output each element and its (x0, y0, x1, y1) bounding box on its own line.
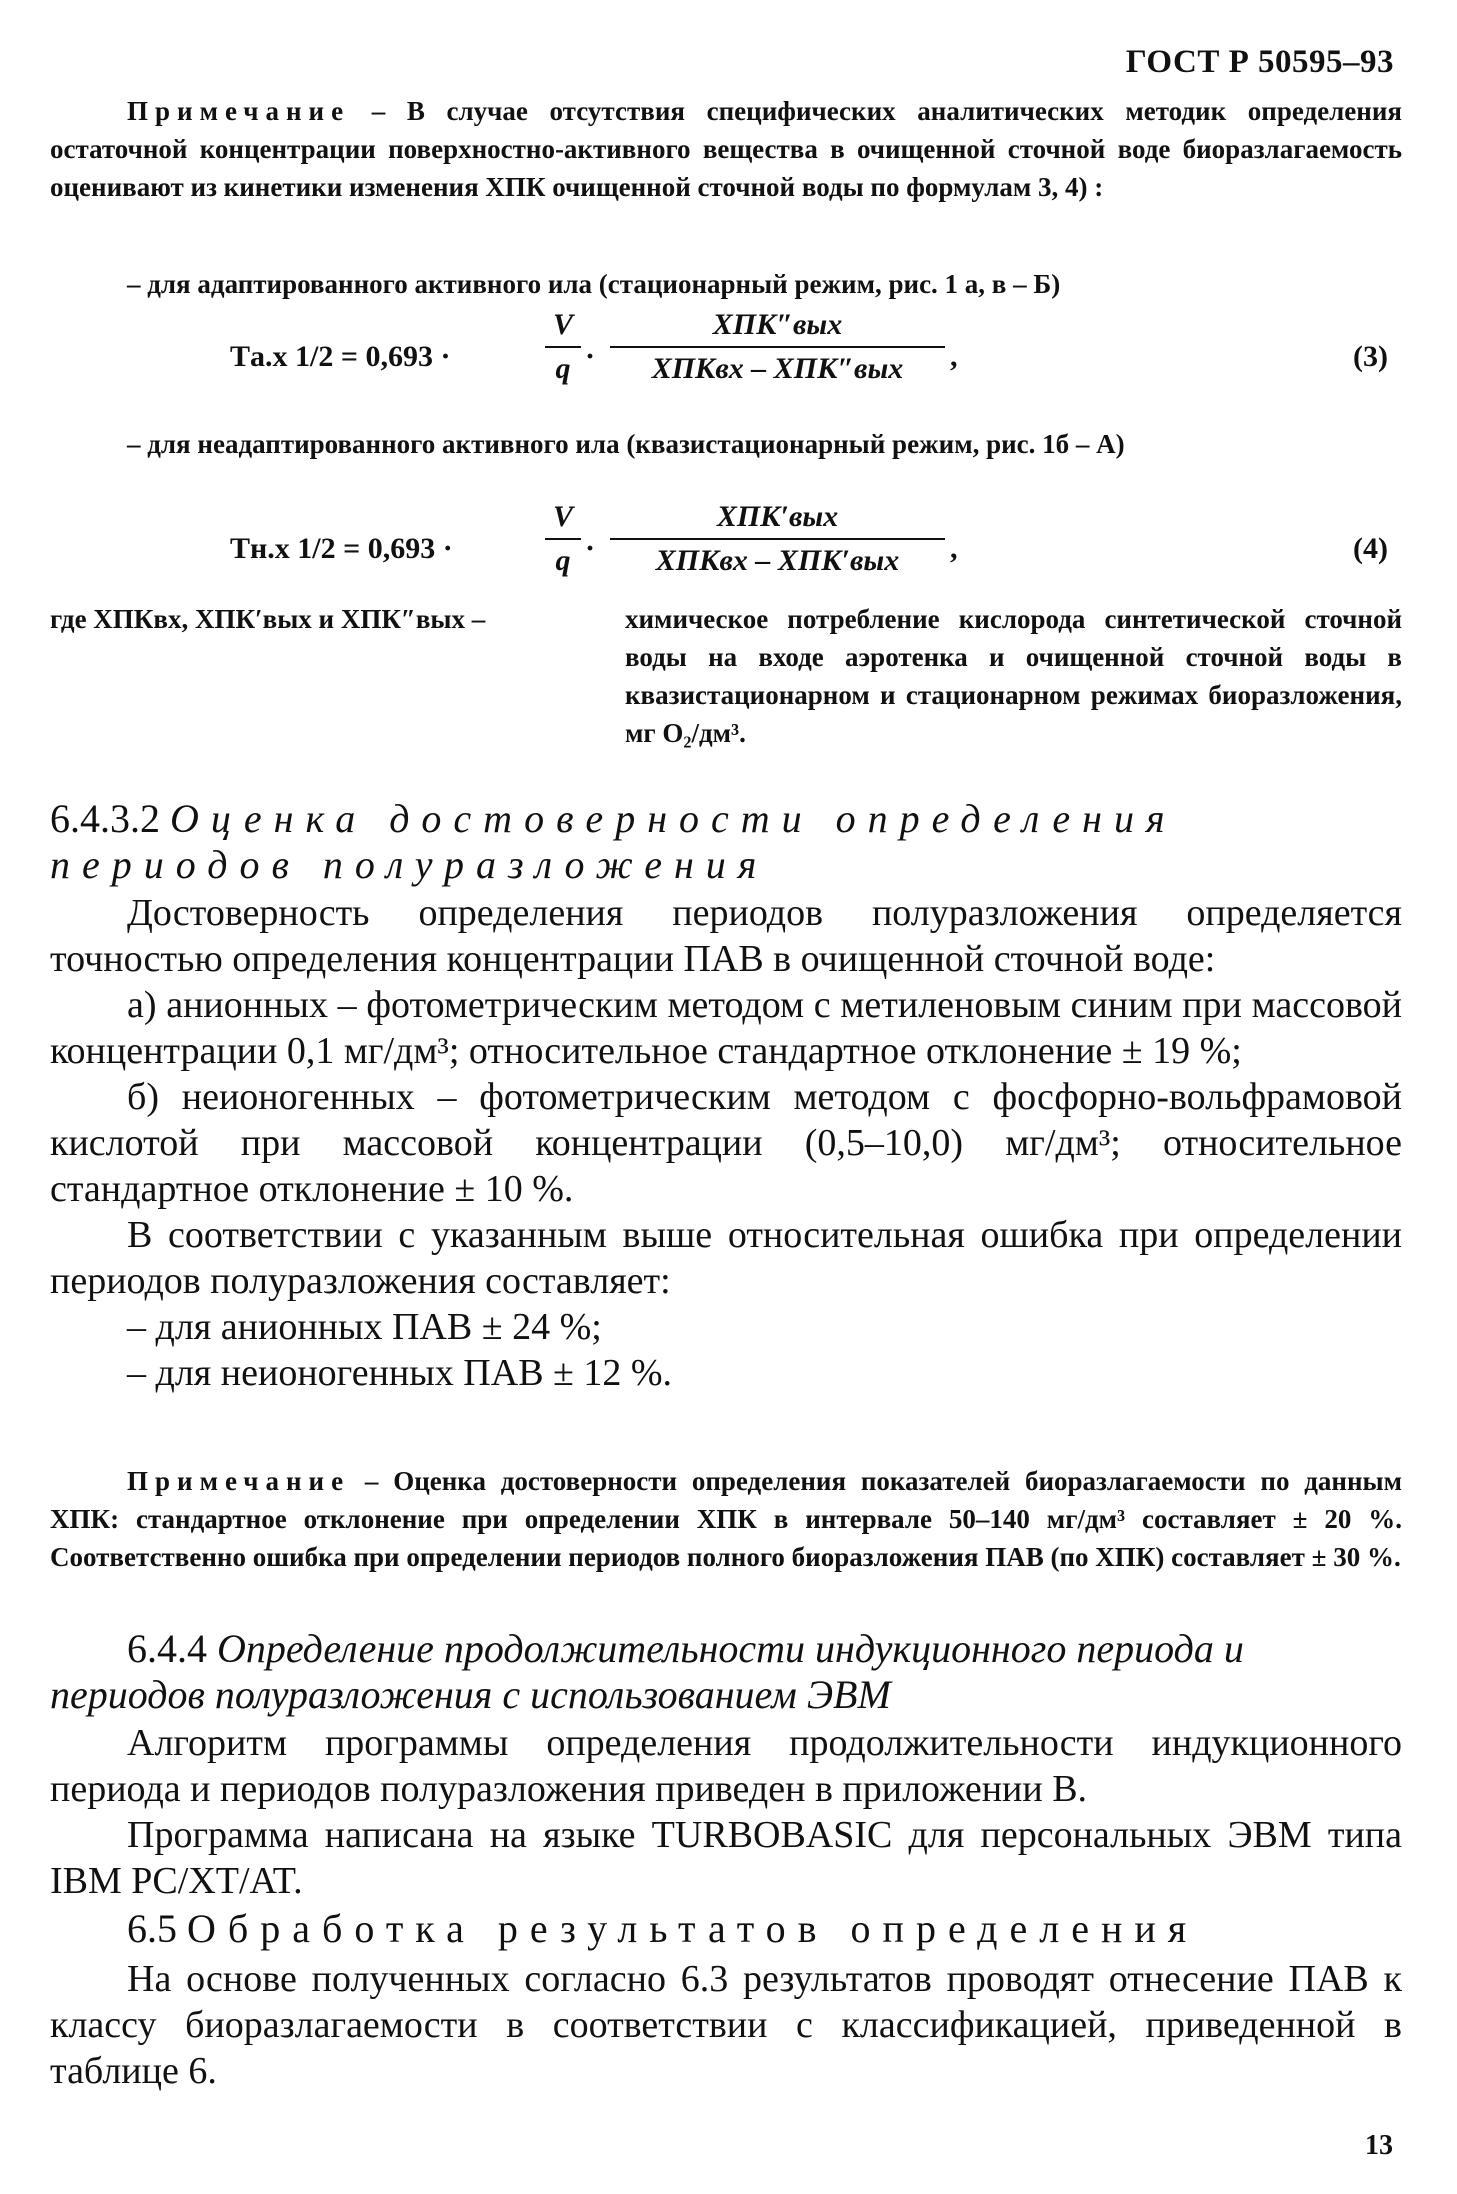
formula-3-frac1-num: V (552, 308, 573, 341)
formula-explanation-text: химическое потребление кислорода синтетической сточной воды на входе аэротенка и очищенной сточной воды в квазистационарном и стационарном режимах биоразложения, мг O₂/дм³. (625, 604, 1402, 748)
formula-4-comma: , (950, 532, 958, 565)
note-2-text: – Оценка достоверности определения показателей биоразлагаемости по данным ХПК: стандартное отклонение при определении ХПК в интервале 50–140 мг/дм³ составляет ± 20 %. Соответственно ошибка при определении периодов полного биоразложения ПАВ (по ХПК) составляет ± 30 %. (50, 1466, 1402, 1572)
note-1-label: Примечание (127, 96, 351, 126)
paragraph: На основе полученных согласно 6.3 результатов проводят отнесение ПАВ к классу биоразлагаемости в соответствии с классификацией, приведенной в таблице 6. (50, 1958, 1402, 2092)
formula-4-fraction-1 (545, 500, 581, 578)
paragraph: – для анионных ПАВ ± 24 %; (127, 1306, 602, 1348)
note-1 (50, 92, 1402, 206)
paragraph: – для неионогенных ПАВ ± 12 %. (127, 1352, 673, 1394)
formula-3-frac2-num: ХПК″вых (712, 308, 843, 341)
paragraph: Алгоритм программы определения продолжительности индукционного периода и периодов полуразложения приведен в приложении В. (50, 1722, 1402, 1810)
section-6-4-3-2-heading (50, 796, 1402, 888)
formula-4-frac1-den: q (555, 544, 571, 577)
section-6-4-4-title: Определение продолжительности индукционного периода и периодов полуразложения с использованием ЭВМ (50, 1626, 1244, 1717)
note-1-text: – В случае отсутствия специфических аналитических методик определения остаточной концентрации поверхностно-активного вещества в очищенной сточной воде биоразлагаемость оценивают из кинетики изменения ХПК очищенной сточной воды по формулам 3, 4) : (50, 96, 1402, 202)
note-2 (50, 1462, 1402, 1576)
formula-explanation-symbols: где ХПКвх, ХПК′вых и ХПК″вых – (50, 604, 486, 634)
formula-3-intro (50, 265, 1402, 303)
note-2-label: Примечание (127, 1466, 351, 1496)
formula-4-lhs: Tн.х 1/2 = 0,693 · (230, 532, 453, 565)
formula-4-intro-text: – для неадаптированного активного ила (квазистационарный режим, рис. 1б – А) (127, 429, 1125, 459)
formula-4 (50, 500, 1402, 610)
section-6-4-3-2-title: Оценка достоверности определения периодов полуразложения (50, 796, 1177, 887)
formula-4-fraction-2 (610, 500, 945, 578)
formula-explanation (50, 600, 1402, 790)
section-6-4-4-heading (50, 1626, 1402, 1718)
formula-3-comma: , (950, 340, 958, 373)
section-6-4-4-body (50, 1720, 1402, 1904)
formula-3-lhs: Tа.х 1/2 = 0,693 · (230, 340, 451, 373)
formula-3-frac2-den: ХПКвх – ХПК″вых (651, 352, 904, 385)
formula-3-intro-text: – для адаптированного активного ила (стационарный режим, рис. 1 а, в – Б) (127, 269, 1061, 299)
section-6-5-title: Обработка результатов определения (187, 1906, 1199, 1951)
formula-3-number: (3) (1353, 340, 1388, 373)
formula-4-frac2-num: ХПК′вых (716, 500, 839, 533)
section-6-5-heading (50, 1906, 1402, 1952)
formula-3 (50, 308, 1402, 418)
formula-4-dot: · (585, 532, 596, 565)
paragraph: Достоверность определения периодов полуразложения определяется точностью определения концентрации ПАВ в очищенной сточной воде: (50, 892, 1402, 980)
paragraph: а) анионных – фотометрическим методом с метиленовым синим при массовой концентрации 0,1 мг/дм³; относительное стандартное отклонение ± 19 %; (50, 984, 1402, 1072)
formula-3-dot: · (585, 340, 596, 373)
section-6-5-number: 6.5 (127, 1906, 177, 1951)
formula-4-frac2-den: ХПКвх – ХПК′вых (655, 544, 900, 577)
document-id: ГОСТ Р 50595–93 (1125, 44, 1394, 80)
section-6-4-3-2-body (50, 890, 1402, 1396)
section-6-4-4-number: 6.4.4 (127, 1626, 207, 1671)
formula-3-frac1-den: q (555, 352, 571, 385)
page-number: 13 (1365, 2130, 1393, 2161)
formula-3-fraction-1 (545, 308, 581, 386)
paragraph: б) неионогенных – фотометрическим методом с фосфорно-вольфрамовой кислотой при массовой концентрации (0,5–10,0) мг/дм³; относительное стандартное отклонение ± 10 %. (50, 1076, 1402, 1210)
paragraph: Программа написана на языке TURBOBASIC для персональных ЭВМ типа IBM PC/XT/AT. (50, 1814, 1402, 1902)
formula-4-frac1-num: V (552, 500, 573, 533)
section-6-5-body (50, 1956, 1402, 2094)
section-6-4-3-2-number: 6.4.3.2 (50, 796, 160, 841)
formula-4-intro (50, 425, 1402, 463)
paragraph: В соответствии с указанным выше относительная ошибка при определении периодов полуразложения составляет: (50, 1214, 1402, 1302)
formula-4-number: (4) (1353, 532, 1388, 565)
formula-3-fraction-2 (610, 308, 945, 386)
